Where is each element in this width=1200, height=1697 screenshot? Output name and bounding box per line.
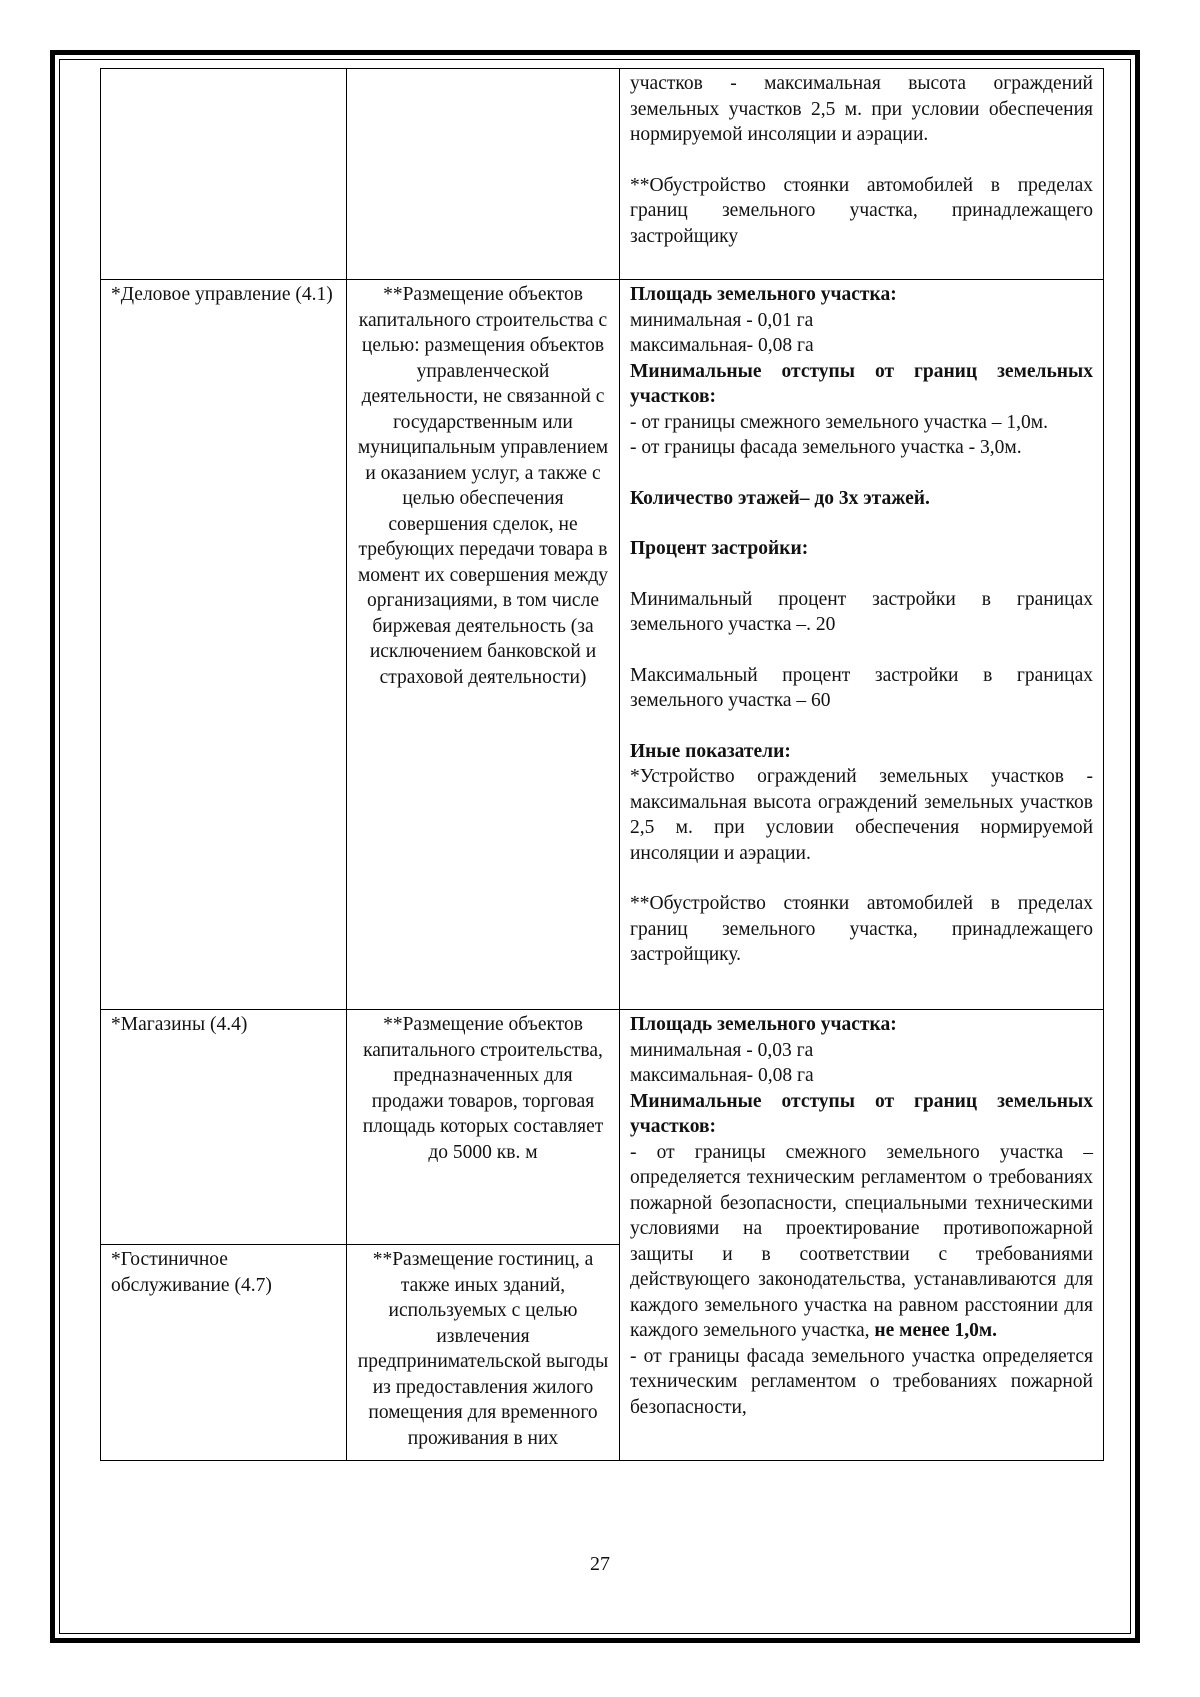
fence-text: *Устройство ограждений земельных участков - максимальная высота ограждений земельных участков 2,5 м. при условии обеспечения нормируемой инсоляции и аэрации. [630,766,1093,864]
row0-description-cell [347,69,620,280]
row2-description-cell [347,1010,620,1245]
table-row [101,69,1104,280]
row0-name-cell [101,69,347,280]
area-heading: Площадь земельного участка: [630,1014,897,1035]
page-number: 27 [590,1553,610,1575]
use-description: **Размещение гостиниц, а также иных зданий, используемых с целью извлечения предпринимательской выгоды из предоставления жилого помещения для временного проживания в них [357,1249,609,1449]
setback-facade: - от границы фасада земельного участка - 3,0м. [630,437,1022,458]
setback-facade: - от границы фасада земельного участка определяется техническим регламентом о требованиях пожарной безопасности, [630,1345,1093,1418]
floors: Количество этажей– до 3х этажей. [630,487,930,509]
land-use-table [100,68,1104,1461]
row2-name-cell [101,1010,347,1245]
use-description: **Размещение объектов капитального строительства, предназначенных для продажи товаров, торговая площадь которых составляет до 5000 кв. м [362,1014,604,1163]
table-row [101,1010,1104,1245]
area-max: максимальная- 0,08 га [630,335,814,356]
setback-adjacent-main: - от границы смежного земельного участка – определяется техническим регламентом о требованиях пожарной безопасности, специальными техническими условиями на проектирование противопожарной защиты и в соответствии с требованиями действующего законодательства, устанавливаются для каждого земельного участка на равном расстоянии для каждого земельного участка, [630,1141,1093,1341]
setback-heading: Минимальные отступы от границ земельных участков: [630,360,1093,407]
area-min: минимальная - 0,01 га [630,309,814,331]
row1-name-cell [101,280,347,1010]
coverage-min: Минимальный процент застройки в границах земельного участка –. 20 [630,588,1093,635]
setback-heading: Минимальные отступы от границ земельных участков: [630,1090,1093,1137]
row0-params-cell [620,69,1104,280]
fence-continuation: участков - максимальная высота ограждений земельных участков 2,5 м. при условии обеспечения нормируемой инсоляции и аэрации. [630,73,1093,145]
coverage-heading: Процент застройки: [630,538,809,559]
use-name: *Деловое управление (4.1) [111,284,333,305]
row3-name-cell [101,1245,347,1461]
setback-adjacent: - от границы смежного земельного участка – 1,0м. [630,411,1049,433]
area-heading: Площадь земельного участка: [630,284,897,305]
use-name: *Гостиничное обслуживание (4.7) [111,1249,272,1296]
row1-description-cell [347,280,620,1010]
setback-adjacent-min: не менее 1,0м. [874,1320,998,1341]
row3-description-cell [347,1245,620,1461]
other-heading: Иные показатели: [630,740,791,762]
area-max: максимальная- 0,08 га [630,1065,814,1086]
coverage-max: Максимальный процент застройки в границах земельного участка – 60 [630,664,1093,711]
use-description: **Размещение объектов капитального строительства с целью: размещения объектов управленческой деятельности, не связанной с государственным или муниципальным управлением и оказанием услуг, а также с целью обеспечения совершения сделок, не требующих передачи товара в момент их совершения между организациями, в том числе биржевая деятельность (за исключением банковской и страховой деятельности) [357,284,609,688]
use-name: *Магазины (4.4) [111,1014,248,1035]
setback-adjacent [630,1140,1093,1344]
row1-params-cell [620,280,1104,1010]
table-row [101,280,1104,1010]
parking-text: **Обустройство стоянки автомобилей в пределах границ земельного участка, принадлежащего застройщику. [630,893,1093,965]
area-min: минимальная - 0,03 га [630,1039,814,1061]
row2-params-cell [620,1010,1104,1461]
parking-text: **Обустройство стоянки автомобилей в пределах границ земельного участка, принадлежащего застройщику [630,174,1093,247]
